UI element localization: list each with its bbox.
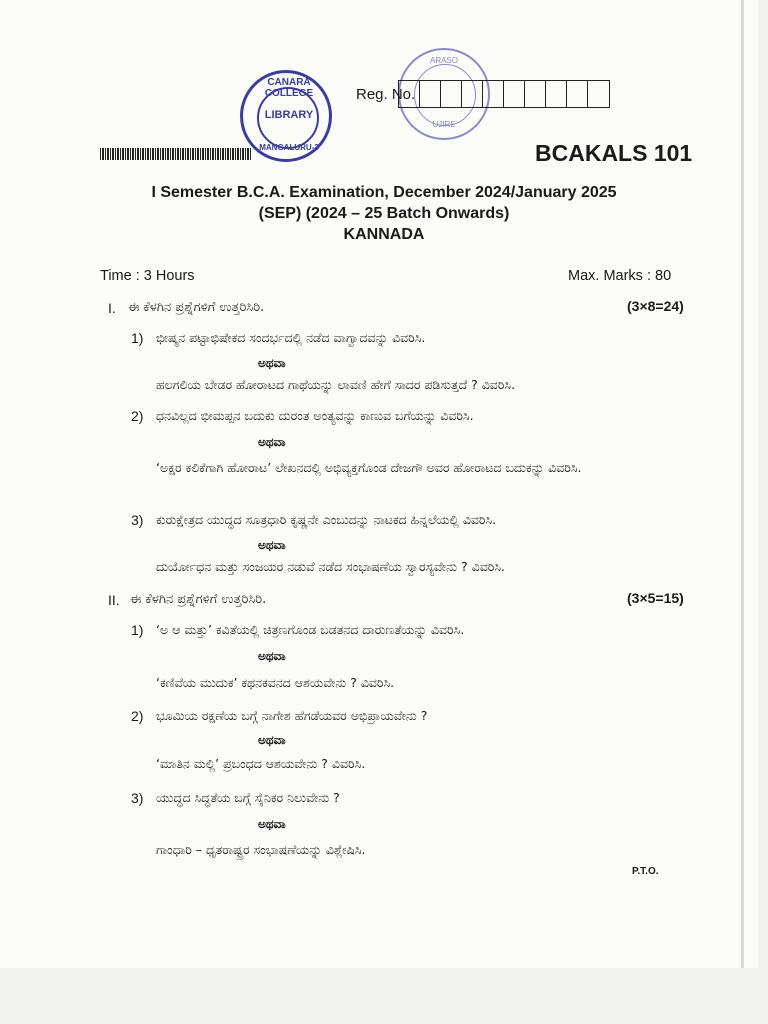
question-text: ಕುರುಕ್ಷೇತ್ರದ ಯುದ್ಧದ ಸೂತ್ರಧಾರಿ ಕೃಷ್ಣನೇ ಎಂಬುದನ್ನು ನಾಟಕದ ಹಿನ್ನಲೆಯಲ್ಲಿ ವಿವರಿಸಿ. (156, 512, 497, 527)
subject-title: KANNADA (343, 226, 425, 243)
question-text: ಯುದ್ಧದ ಸಿದ್ಧತೆಯ ಬಗ್ಗೆ ಸೈನಿಕರ ನಿಲುವೇನು ? (156, 790, 340, 805)
stamp-middle-text: LIBRARY (264, 109, 314, 121)
reg-no-box (420, 81, 441, 107)
reg-no-box (504, 81, 525, 107)
section-marks: (3×5=15) (627, 590, 684, 606)
page-edge (741, 0, 744, 968)
stamp2-bottom-text: UJIRE (432, 120, 456, 129)
section-instruction: ಈ ಕೆಳಗಿನ ಪ್ರಶ್ನೆಗಳಿಗೆ ಉತ್ತರಿಸಿರಿ. (128, 300, 265, 315)
question-alt-text: ಗಾಂಧಾರಿ – ಧೃತರಾಷ್ಟ್ರರ ಸಂಭಾಷಣೆಯನ್ನು ವಿಶ್ಲೇಷಿಸಿ. (156, 842, 366, 857)
or-label: ಅಥವಾ (258, 817, 286, 831)
question-alt-text: ‘ಕಣಿವೆಯ ಮುದುಕ’ ಕಥನಕವನದ ಆಶಯವೇನು ? ವಿವರಿಸಿ. (156, 675, 395, 690)
reg-no-label: Reg. No. (356, 86, 416, 103)
or-label: ಅಥವಾ (258, 538, 286, 552)
section-marks: (3×8=24) (627, 298, 684, 314)
or-label: ಅಥವಾ (258, 435, 286, 449)
pto-label: P.T.O. (632, 866, 659, 877)
or-label: ಅಥವಾ (258, 356, 286, 370)
question-alt-text: ದುರ್ಯೋಧನ ಮತ್ತು ಸಂಜಯರ ನಡುವೆ ನಡೆದ ಸಂಭಾಷಣೆಯ ಸ್ವಾರಸ್ಯವೇನು ? ವಿವರಿಸಿ. (156, 559, 505, 574)
question-text: ಭೀಷ್ಮನ ಪಟ್ಟಾಭಿಷೇಕದ ಸಂದರ್ಭದಲ್ಲಿ ನಡೆದ ವಾಗ್ವಾದವನ್ನು ವಿವರಿಸಿ. (156, 330, 426, 345)
library-stamp (240, 70, 332, 162)
section-number: I. (108, 300, 116, 316)
exam-title: I Semester B.C.A. Examination, December 2024/January 2025 (151, 184, 617, 201)
or-label: ಅಥವಾ (258, 733, 286, 747)
max-marks-label: Max. Marks : 80 (568, 268, 672, 284)
reg-no-box (399, 81, 420, 107)
question-number: 3) (131, 790, 144, 806)
reg-no-boxes (398, 80, 610, 108)
question-text: ಭೂಮಿಯ ರಕ್ಷಣೆಯ ಬಗ್ಗೆ ನಾಗೇಶ ಹೆಗಡೆಯವರ ಅಭಿಪ್ರಾಯವೇನು ? (156, 708, 428, 723)
section-instruction: ಈ ಕೆಳಗಿನ ಪ್ರಶ್ನೆಗಳಿಗೆ ಉತ್ತರಿಸಿರಿ. (130, 592, 267, 607)
question-text: ‘ಅ ಆ ಮತ್ತು’ ಕವಿತೆಯಲ್ಲಿ ಚಿತ್ರಣಗೊಂಡ ಬಡತನದ ದಾರುಣತೆಯನ್ನು ವಿವರಿಸಿ. (156, 622, 465, 637)
paper-code: BCAKALS 101 (535, 140, 693, 166)
reg-no-box (546, 81, 567, 107)
reg-no-box (483, 81, 504, 107)
reg-no-box (567, 81, 588, 107)
question-number: 1) (131, 330, 144, 346)
barcode-icon (100, 148, 252, 160)
question-number: 2) (131, 408, 144, 424)
reg-no-box (525, 81, 546, 107)
question-alt-text: ಹಲಗಲಿಯ ಬೇಡರ ಹೋರಾಟದ ಗಾಥೆಯನ್ನು ಲಾವಣಿ ಹೇಗೆ ಸಾದರ ಪಡಿಸುತ್ತದೆ ? ವಿವರಿಸಿ. (156, 377, 516, 392)
stamp-top-text: CANARA COLLEGE (264, 77, 314, 99)
reg-no-box (441, 81, 462, 107)
question-number: 1) (131, 622, 144, 638)
stamp-bottom-text: MANGALURU-3 (259, 143, 319, 152)
question-alt-text: ‘ಮಾತಿನ ಮಲ್ಲಿ’ ಪ್ರಬಂಧದ ಆಶಯವೇನು ? ವಿವರಿಸಿ. (156, 756, 366, 771)
or-label: ಅಥವಾ (258, 649, 286, 663)
section-number: II. (108, 592, 120, 608)
exam-subtitle: (SEP) (2024 – 25 Batch Onwards) (258, 205, 510, 222)
question-number: 3) (131, 512, 144, 528)
reg-no-box (462, 81, 483, 107)
question-number: 2) (131, 708, 144, 724)
reg-no-box (588, 81, 609, 107)
stamp2-top-text: ARASO (429, 56, 458, 65)
time-label: Time : 3 Hours (100, 268, 195, 284)
question-text: ಧನವಿಲ್ಲದ ಭೀಮಪ್ಪನ ಬದುಕು ದುರಂತ ಅಂತ್ಯವನ್ನು ಕಾಣುವ ಬಗೆಯನ್ನು ವಿವರಿಸಿ. (156, 408, 474, 423)
question-alt-text: ‘ಅಕ್ಷರ ಕಲಿಕೆಗಾಗಿ ಹೋರಾಟ’ ಲೇಖನದಲ್ಲಿ ಅಭಿವ್ಯಕ್ತಗೊಂಡ ದೇಜಗೌ ಅವರ ಹೋರಾಟದ ಬದುಕನ್ನು ವಿವರಿಸಿ. (156, 460, 582, 475)
